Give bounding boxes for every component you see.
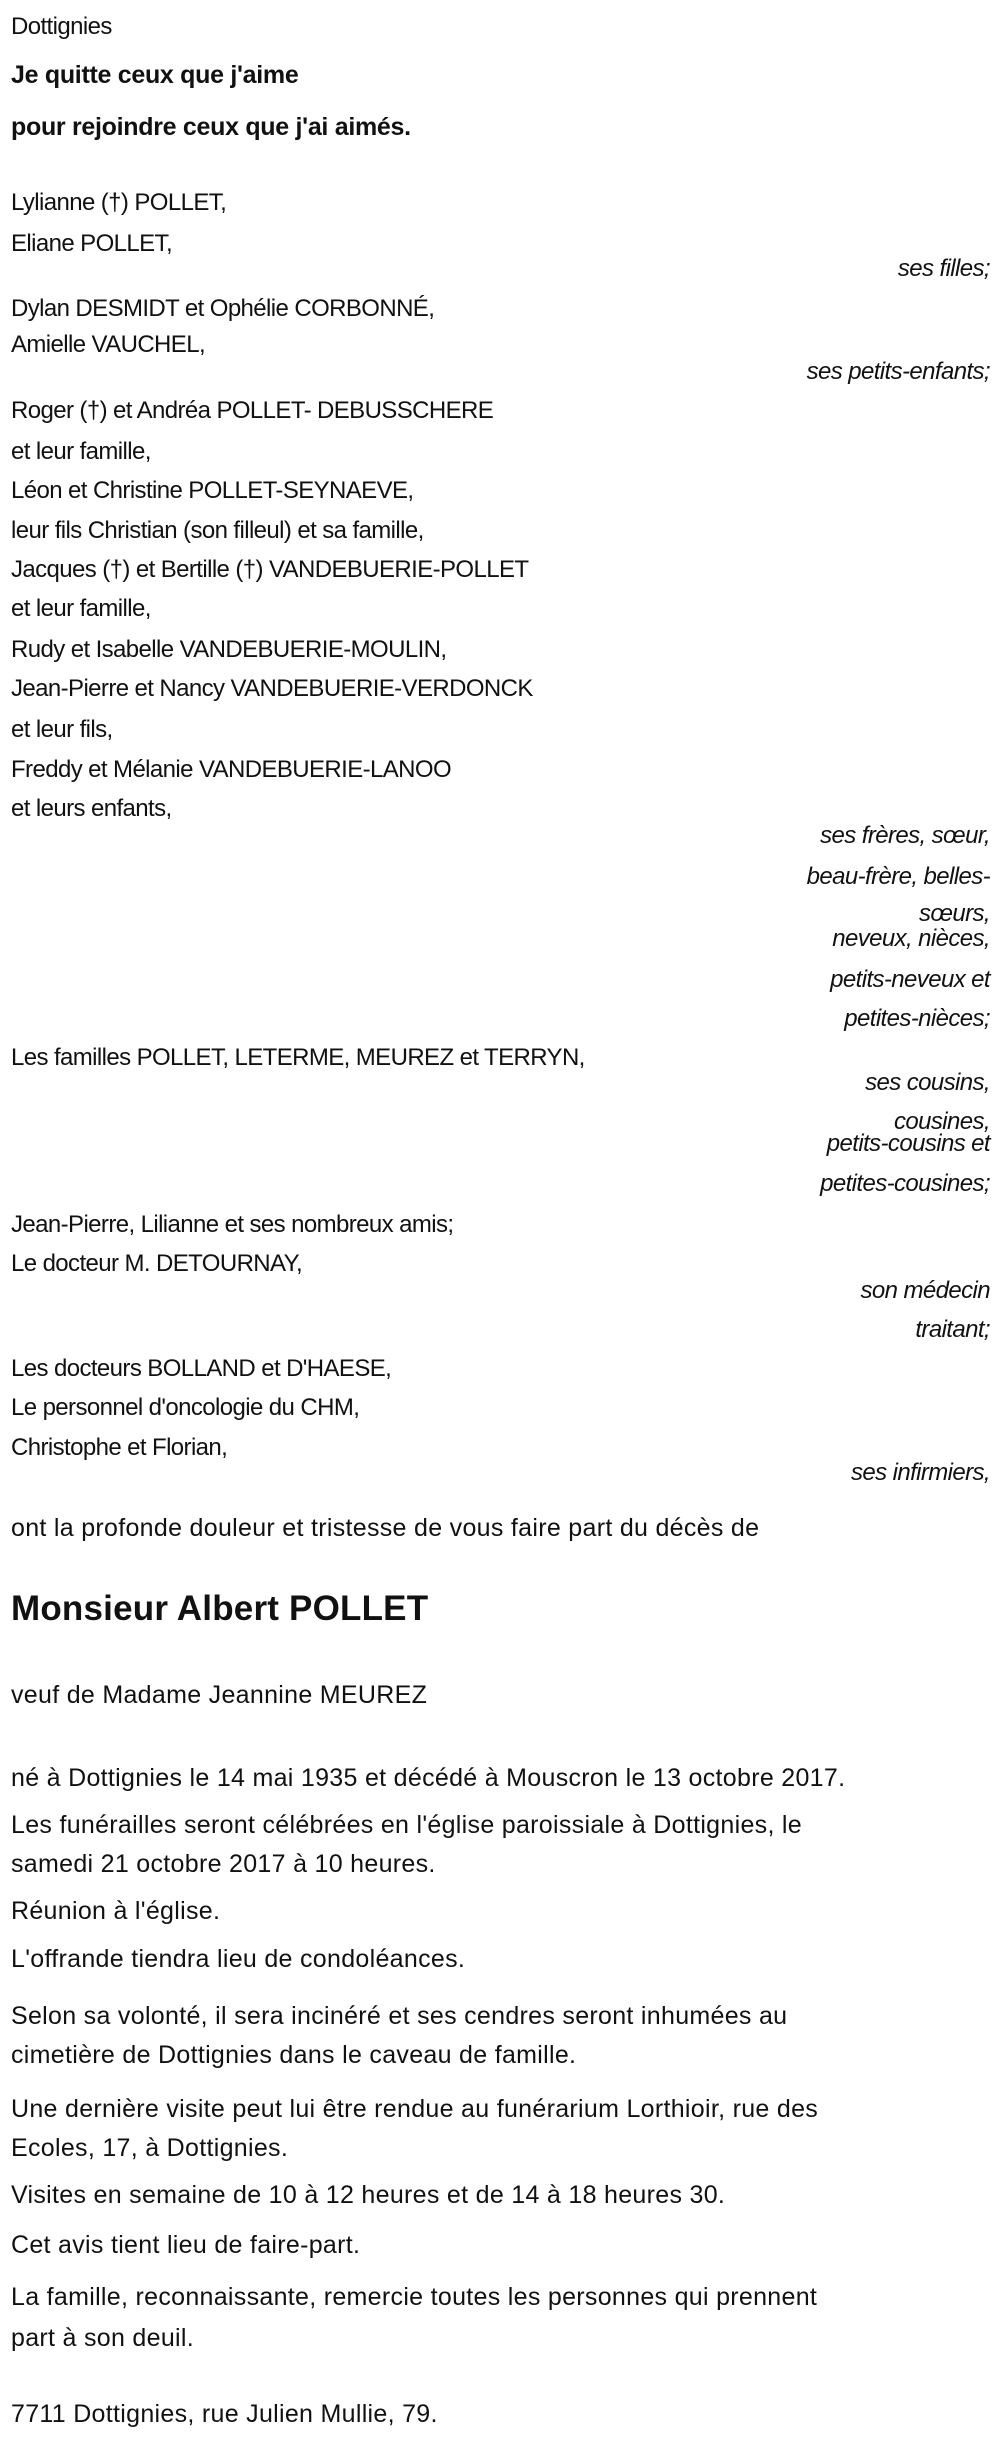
notice-paragraph-line: samedi 21 octobre 2017 à 10 heures. [11,1850,436,1878]
notice-line: Dylan DESMIDT et Ophélie CORBONNÉ, [11,295,435,322]
notice-paragraph-line: part à son deuil. [11,2324,194,2352]
relationship-label: ses petits-enfants; [806,358,990,385]
deceased-name: Monsieur Albert POLLET [11,1589,429,1628]
notice-line: Jacques (†) et Bertille (†) VANDEBUERIE-POLLET [11,556,529,583]
relationship-label: ses frères, sœur, [820,822,990,849]
relationship-label: ses cousins, [865,1069,990,1096]
relationship-label: petits-cousins et [826,1130,990,1157]
notice-paragraph-line: né à Dottignies le 14 mai 1935 et décédé à Mouscron le 13 octobre 2017. [11,1764,846,1792]
notice-paragraph-line: Ecoles, 17, à Dottignies. [11,2134,289,2162]
notice-paragraph-line: 7711 Dottignies, rue Julien Mullie, 79. [11,2400,438,2428]
notice-line: et leur famille, [11,438,151,465]
relationship-label: traitant; [915,1316,990,1343]
relationship-label: petites-cousines; [820,1170,990,1197]
relationship-label: son médecin [860,1277,990,1304]
notice-paragraph-line: Cet avis tient lieu de faire-part. [11,2231,361,2259]
notice-line: Roger (†) et Andréa POLLET- DEBUSSCHERE [11,397,494,424]
notice-line: Christophe et Florian, [11,1434,228,1461]
notice-line: Rudy et Isabelle VANDEBUERIE-MOULIN, [11,636,447,663]
notice-paragraph-line: ont la profonde douleur et tristesse de vous faire part du décès de [11,1514,760,1542]
relationship-label: beau-frère, belles- [806,863,990,890]
notice-paragraph-line: La famille, reconnaissante, remercie toutes les personnes qui prennent [11,2283,818,2311]
epigraph-line: pour rejoindre ceux que j'ai aimés. [11,113,411,141]
notice-line: Amielle VAUCHEL, [11,331,206,358]
notice-paragraph-line: veuf de Madame Jeannine MEUREZ [11,1681,428,1709]
relationship-label: cousines, [894,1108,990,1135]
notice-line: Jean-Pierre et Nancy VANDEBUERIE-VERDONCK [11,675,533,702]
relationship-label: petites-nièces; [844,1005,990,1032]
notice-line: Dottignies [11,13,112,40]
notice-line: et leur fils, [11,716,113,743]
notice-line: Le docteur M. DETOURNAY, [11,1250,303,1277]
notice-paragraph-line: Visites en semaine de 10 à 12 heures et de 14 à 18 heures 30. [11,2181,726,2209]
relationship-label: sœurs, [918,900,990,927]
notice-line: et leur famille, [11,595,151,622]
notice-line: Freddy et Mélanie VANDEBUERIE-LANOO [11,756,452,783]
notice-paragraph-line: L'offrande tiendra lieu de condoléances. [11,1945,466,1973]
relationship-label: ses filles; [897,255,990,282]
notice-paragraph-line: Selon sa volonté, il sera incinéré et ses cendres seront inhumées au [11,2002,788,2030]
notice-paragraph-line: cimetière de Dottignies dans le caveau de famille. [11,2041,577,2069]
notice-line: Le personnel d'oncologie du CHM, [11,1394,360,1421]
relationship-label: neveux, nièces, [832,925,990,952]
notice-paragraph-line: Une dernière visite peut lui être rendue au funérarium Lorthioir, rue des [11,2095,819,2123]
notice-line: Jean-Pierre, Lilianne et ses nombreux amis; [11,1211,454,1238]
notice-line: leur fils Christian (son filleul) et sa famille, [11,517,424,544]
epigraph-line: Je quitte ceux que j'aime [11,61,299,89]
notice-line: Eliane POLLET, [11,230,173,257]
notice-line: Les familles POLLET, LETERME, MEUREZ et TERRYN, [11,1044,585,1071]
notice-paragraph-line: Les funérailles seront célébrées en l'église paroissiale à Dottignies, le [11,1811,802,1839]
notice-line: Léon et Christine POLLET-SEYNAEVE, [11,477,414,504]
relationship-label: petits-neveux et [830,966,990,993]
notice-line: et leurs enfants, [11,795,172,822]
notice-paragraph-line: Réunion à l'église. [11,1897,221,1925]
relationship-label: ses infirmiers, [850,1459,990,1486]
notice-line: Lylianne (†) POLLET, [11,189,227,216]
notice-line: Les docteurs BOLLAND et D'HAESE, [11,1355,392,1382]
